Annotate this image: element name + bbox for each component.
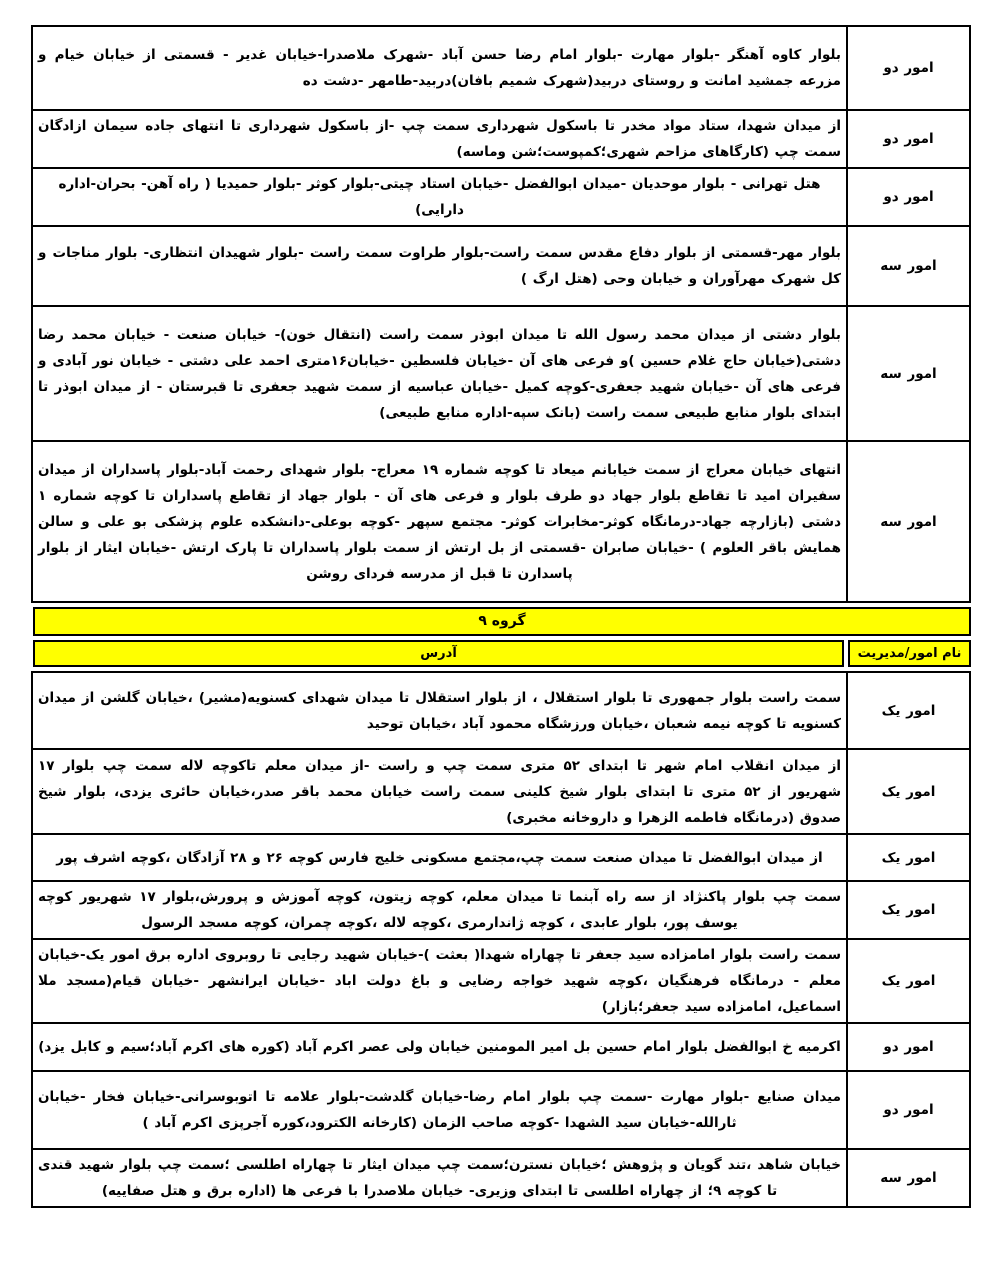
address-cell: بلوار کاوه آهنگر -بلوار مهارت -بلوار امام رضا حسن آباد -شهرک ملاصدرا-خیابان غدیر - قسمتی از خیابان خیام و مزرعه جمشید امانت و روستای دربید(شهرک شمیم بافان)دربید-طامهر -دشت ده: [32, 26, 847, 110]
table-row: [32, 226, 970, 306]
address-cell: هتل تهرانی - بلوار موحدیان -میدان ابوالفضل -خیابان استاد چیتی-بلوار کوثر -بلوار حمیدیا ( راه آهن- بحران-اداره دارایی): [32, 168, 847, 226]
management-cell: امور دو: [847, 168, 970, 226]
address-cell: از میدان انقلاب امام شهر تا ابتدای ۵۲ متری سمت چپ و راست -از میدان معلم تاکوچه لاله سمت چپ بلوار ۱۷ شهریور از ۵۲ متری تا ابتدای بلوار شیخ کلینی سمت راست خیابان محمد باقر صدر،خیابان حائری یزدی، بلوار شیخ صدوق (درمانگاه فاطمه الزهرا و داروخانه مخبری): [32, 749, 847, 834]
table-row: [32, 1023, 970, 1071]
table-row: [32, 834, 970, 881]
group-header-row: [33, 640, 971, 667]
group-banner: گروه ۹: [33, 607, 971, 636]
management-cell: امور یک: [847, 749, 970, 834]
table-row: [32, 441, 970, 602]
address-cell: بلوار مهر-قسمتی از بلوار دفاع مقدس سمت راست-بلوار طراوت سمت راست -بلوار شهیدان انتظاری- بلوار مناجات و کل شهرک مهرآوران و خیابان وحی (هتل ارگ ): [32, 226, 847, 306]
table-row: [32, 1149, 970, 1207]
outage-table-top: [31, 25, 971, 603]
management-cell: امور یک: [847, 834, 970, 881]
management-cell: امور دو: [847, 1023, 970, 1071]
table-row: [32, 881, 970, 939]
management-cell: امور دو: [847, 110, 970, 168]
address-cell: از میدان ابوالفضل تا میدان صنعت سمت چپ،مجتمع مسکونی خلیج فارس کوچه ۲۶ و ۲۸ آزادگان ،کوچه اشرف پور: [32, 834, 847, 881]
address-cell: از میدان شهدا، ستاد مواد مخدر تا باسکول شهرداری سمت چپ -از باسکول شهرداری تا انتهای جاده سیمان ازادگان سمت چپ (کارگاهای مزاحم شهری؛کمپوست؛شن وماسه): [32, 110, 847, 168]
management-cell: امور دو: [847, 26, 970, 110]
management-cell: امور یک: [847, 672, 970, 749]
management-column-header: نام امور/مدیریت: [848, 640, 971, 667]
address-cell: بلوار دشتی از میدان محمد رسول الله تا میدان ابوذر سمت راست (انتقال خون)- خیابان صنعت - خیابان محمد رضا دشتی(خیابان حاج غلام حسین )و فرعی های آن -خیابان فلسطین -خیابان۱۶متری احمد علی دشتی - خیابان نور آبادی و فرعی های آن -خیابان شهید جعفری-کوچه کمیل -خیابان عباسیه از سمت شهید جعفری تا قبرستان - از میدان ابوذر تا ابتدای بلوار منابع طبیعی سمت راست (بانک سپه-اداره منابع طبیعی): [32, 306, 847, 441]
table-row: [32, 749, 970, 834]
address-cell: میدان صنایع -بلوار مهارت -سمت چپ بلوار امام رضا-خیابان گلدشت-بلوار علامه تا اتوبوسرانی-خیابان فخار -خیابان ثارالله-خیابان سید الشهدا -کوچه صاحب الزمان (کارخانه الکترود،کوره آجرپزی اکرم آباد ): [32, 1071, 847, 1149]
management-cell: امور دو: [847, 1071, 970, 1149]
address-cell: سمت چپ بلوار پاکنژاد از سه راه آبنما تا میدان معلم، کوچه زیتون، کوچه آموزش و پرورش،بلوار ۱۷ شهریور کوچه یوسف پور، بلوار عابدی ، کوچه ژاندارمری ،کوچه لاله ،کوچه چمران، کوچه مسجد الرسول: [32, 881, 847, 939]
address-column-header: آدرس: [33, 640, 844, 667]
address-cell: اکرمیه خ ابوالفضل بلوار امام حسین بل امیر المومنین خیابان ولی عصر اکرم آباد (کوره های اکرم آباد؛سیم و کابل یزد): [32, 1023, 847, 1071]
table-row: [32, 939, 970, 1023]
table-row: [32, 110, 970, 168]
table-row: [32, 1071, 970, 1149]
address-cell: سمت راست بلوار جمهوری تا بلوار استقلال ، از بلوار استقلال تا میدان شهدای کسنویه(مشیر) ،خیابان گلشن از میدان کسنویه تا کوچه نیمه شعبان ،خیابان ورزشگاه محمود آباد ،خیابان توحید: [32, 672, 847, 749]
address-cell: انتهای خیابان معراج از سمت خیابانم میعاد تا کوچه شماره ۱۹ معراج- بلوار شهدای رحمت آباد-بلوار پاسداران از میدان سفیران امید تا تقاطع بلوار جهاد دو طرف بلوار و فرعی های آن - بلوار جهاد از تقاطع پاسداران تا کوچه شماره ۱ دشتی (بازارچه جهاد-درمانگاه کوثر-مخابرات کوثر- مجتمع سپهر -کوچه بوعلی-دانشکده علوم پزشکی بو علی و سالن همایش باقر العلوم ) -خیابان صابران -قسمتی از بل ارتش از سمت بلوار پاسداران تا پارک ارتش -خیابان ایثار از بلوار پاسدارن تا قبل از مدرسه فردای روشن: [32, 441, 847, 602]
table-row: [32, 168, 970, 226]
outage-table-group9: [31, 671, 971, 1208]
table-row: [32, 306, 970, 441]
table-row: [32, 672, 970, 749]
management-cell: امور سه: [847, 1149, 970, 1207]
management-cell: امور سه: [847, 441, 970, 602]
address-cell: خیابان شاهد ،تند گویان و پژوهش ؛خیابان نسترن؛سمت چپ میدان ایثار تا چهاراه اطلسی ؛سمت چپ بلوار شهید قندی تا کوچه ۹؛ از چهاراه اطلسی تا ابتدای وزیری- خیابان ملاصدرا با فرعی ها (اداره برق و هتل صفاییه): [32, 1149, 847, 1207]
management-cell: امور یک: [847, 881, 970, 939]
management-cell: امور یک: [847, 939, 970, 1023]
table-row: [32, 26, 970, 110]
management-cell: امور سه: [847, 226, 970, 306]
management-cell: امور سه: [847, 306, 970, 441]
address-cell: سمت راست بلوار امامزاده سید جعفر تا چهاراه شهدا( بعثت )-خیابان شهید رجایی تا روبروی اداره برق امور یک-خیابان معلم - درمانگاه فرهنگیان ،کوچه شهید خواجه رضایی و باغ دولت اباد -خیابان ایرانشهر -خیابان قیام(مسجد ملا اسماعیل، امامزاده سید جعفر؛بازار): [32, 939, 847, 1023]
